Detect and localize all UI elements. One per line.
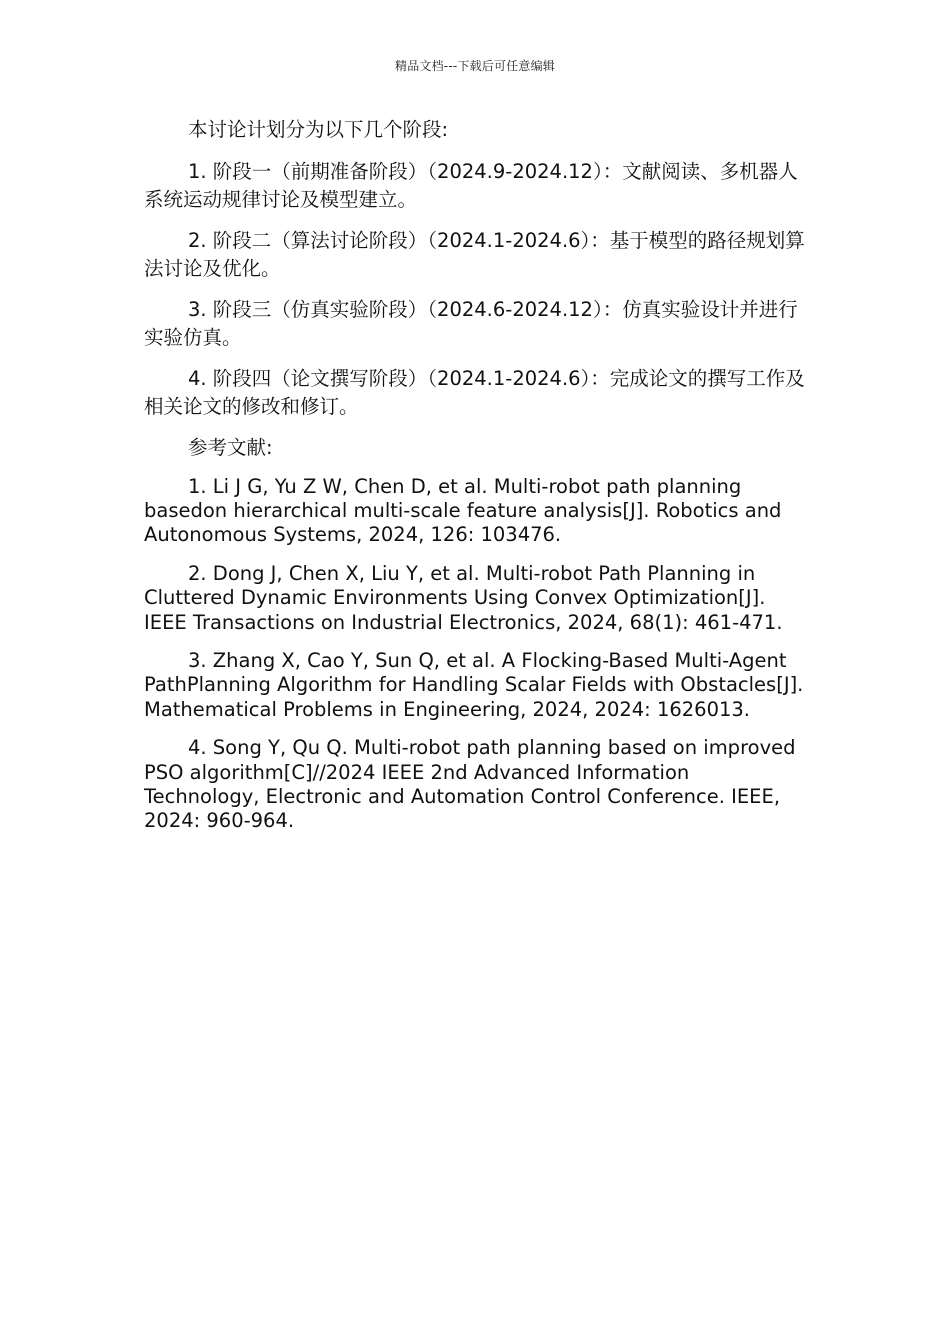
stage-item: 2. 阶段二（算法讨论阶段）（2024.1-2024.6）：基于模型的路径规划算法讨论及优化。 xyxy=(144,229,805,280)
stage-item: 4. 阶段四（论文撰写阶段）（2024.1-2024.6）：完成论文的撰写工作及相关论文的修改和修订。 xyxy=(144,367,805,418)
stage-item: 3. 阶段三（仿真实验阶段）（2024.6-2024.12）：仿真实验设计并进行实验仿真。 xyxy=(144,298,798,349)
page-header: 精品文档---下载后可任意编辑 xyxy=(395,59,555,73)
reference-item: 3. Zhang X, Cao Y, Sun Q, et al. A Flocking-Based Multi-Agent PathPlanning Algorithm for Handling Scalar Fields with Obstacles[J]. Mathematical Problems in Engineering, 2024, 2024: 1626013. xyxy=(144,649,804,721)
reference-item: 2. Dong J, Chen X, Liu Y, et al. Multi-robot Path Planning in Cluttered Dynamic Environments Using Convex Optimization[J]. IEEE Transactions on Industrial Electronics, 2024, 68(1): 461-471. xyxy=(144,562,783,634)
reference-item: 4. Song Y, Qu Q. Multi-robot path planning based on improved PSO algorithm[C]//2024 IEEE 2nd Advanced Information Technology, Electronic and Automation Control Conference. IEEE, 2024: 960-964. xyxy=(144,736,796,832)
document-body xyxy=(144,116,808,848)
references-heading: 参考文献: xyxy=(188,436,273,459)
plan-intro: 本讨论计划分为以下几个阶段: xyxy=(188,118,449,141)
stage-item: 1. 阶段一（前期准备阶段）（2024.9-2024.12）：文献阅读、多机器人系统运动规律讨论及模型建立。 xyxy=(144,160,798,211)
reference-item: 1. Li J G, Yu Z W, Chen D, et al. Multi-robot path planning basedon hierarchical multi-scale feature analysis[J]. Robotics and Autonomous Systems, 2024, 126: 103476. xyxy=(144,475,782,547)
